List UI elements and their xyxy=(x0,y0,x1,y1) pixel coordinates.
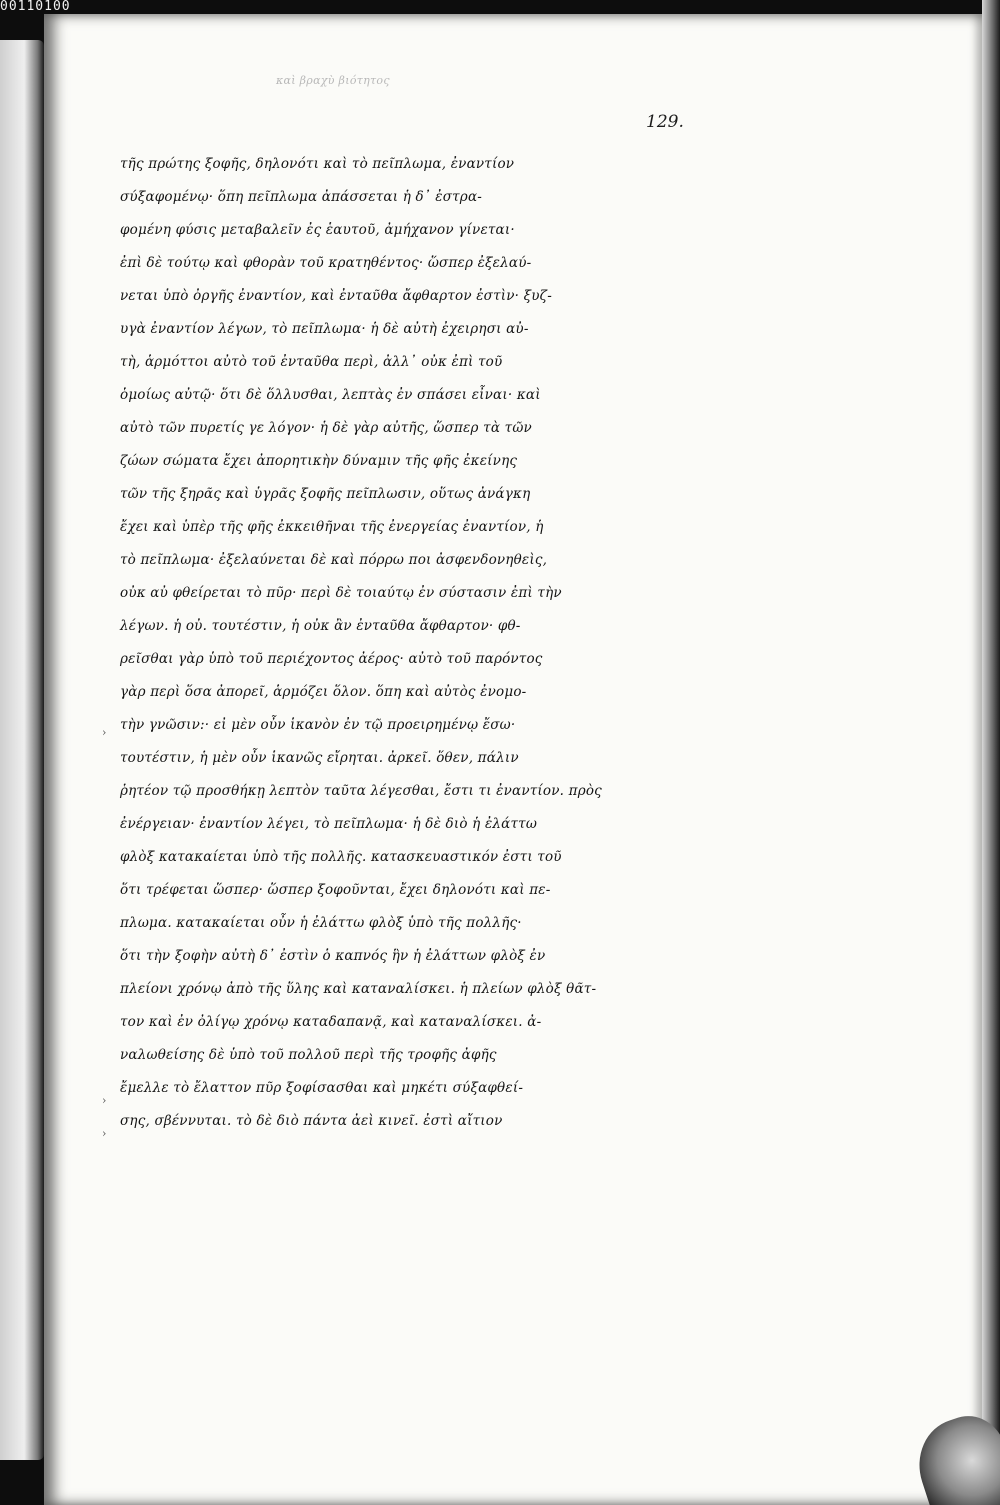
text-line: ἐπὶ δὲ τούτῳ καὶ φθορὰν τοῦ κρατηθέντος· ὥσπερ ἐξελαύ- xyxy=(120,255,532,271)
archive-code: 00110100 xyxy=(0,0,71,14)
margin-mark: › xyxy=(102,1094,107,1107)
text-line: τὴ, ἁρμόττοι αὐτὸ τοῦ ἐνταῦθα περὶ, ἀλλ᾽ οὐκ ἐπὶ τοῦ xyxy=(120,354,503,370)
text-line: σύξαφομένῳ· ὅπη πεῖπλωμα ἀπάσσεται ἡ δ᾽ ἐστρα- xyxy=(120,189,483,205)
folio-number: 129. xyxy=(646,112,684,132)
text-line: τὴν γνῶσιν:· εἰ μὲν οὖν ἱκανὸν ἐν τῷ προειρημένῳ ἔσω· xyxy=(120,717,516,733)
text-line: φομένη φύσις μεταβαλεῖν ἐς ἑαυτοῦ, ἀμήχανον γίνεται· xyxy=(120,222,515,238)
text-line: ὅτι τὴν ξοφὴν αὐτὴ δ᾽ ἐστὶν ὁ καπνός ἣν ἡ ἐλάττων φλὸξ ἐν xyxy=(120,948,546,964)
text-line: ζώων σώματα ἔχει ἀπορητικὴν δύναμιν τῆς φῆς ἐκείνης xyxy=(120,453,518,469)
left-page-edge xyxy=(0,40,44,1460)
text-line: ὁμοίως αὐτῷ· ὅτι δὲ ὅλλυσθαι, λεπτὰς ἐν σπάσει εἶναι· καὶ xyxy=(120,387,541,403)
text-line: λέγων. ἡ οὐ. τουτέστιν, ἡ οὐκ ἂν ἐνταῦθα ἄφθαρτον· φθ- xyxy=(120,618,521,634)
text-line: υγὰ ἐναντίον λέγων, τὸ πεῖπλωμα· ἡ δὲ αὐτὴ ἐχειρησι αὐ- xyxy=(120,321,529,337)
header-note: καὶ βραχὺ βιότητος xyxy=(276,74,390,87)
text-line: τον καὶ ἐν ὀλίγῳ χρόνῳ καταδαπανᾷ, καὶ καταναλίσκει. ἀ- xyxy=(120,1014,542,1030)
text-line: νεται ὑπὸ ὀργῆς ἐναντίον, καὶ ἐνταῦθα ἄφθαρτον ἐστὶν· ξυζ- xyxy=(120,288,552,304)
text-line: γὰρ περὶ ὅσα ἀπορεῖ, ἁρμόζει ὅλον. ὅπη καὶ αὐτὸς ἐνομο- xyxy=(120,684,527,700)
text-line: ἐνέργειαν· ἐναντίον λέγει, τὸ πεῖπλωμα· ἡ δὲ διὸ ἡ ἐλάττω xyxy=(120,816,538,832)
text-line: ἔχει καὶ ὑπὲρ τῆς φῆς ἐκκειθῆναι τῆς ἐνεργείας ἐναντίον, ἡ xyxy=(120,519,544,535)
text-line: αὐτὸ τῶν πυρετίς γε λόγον· ἡ δὲ γὰρ αὐτῆς, ὥσπερ τὰ τῶν xyxy=(120,420,532,436)
text-line: πλείονι χρόνῳ ἀπὸ τῆς ὕλης καὶ καταναλίσκει. ἡ πλείων φλὸξ θᾶτ- xyxy=(120,981,597,997)
text-line: οὐκ αὐ φθείρεται τὸ πῦρ· περὶ δὲ τοιαύτῳ ἐν σύστασιν ἐπὶ τὴν xyxy=(120,585,562,601)
text-line: τῆς πρώτης ξοφῆς, δηλονότι καὶ τὸ πεῖπλωμα, ἐναντίον xyxy=(120,156,515,172)
text-line: φλὸξ κατακαίεται ὑπὸ τῆς πολλῆς. κατασκευαστικόν ἐστι τοῦ xyxy=(120,849,562,865)
text-line: ρεῖσθαι γὰρ ὑπὸ τοῦ περιέχοντος ἀέρος· αὐτὸ τοῦ παρόντος xyxy=(120,651,543,667)
text-line: τὸ πεῖπλωμα· ἐξελαύνεται δὲ καὶ πόρρω ποι ἀσφενδονηθεὶς, xyxy=(120,552,548,568)
text-line: ὅτι τρέφεται ὥσπερ· ὥσπερ ξοφοῦνται, ἔχει δηλονότι καὶ πε- xyxy=(120,882,551,898)
text-line: πλωμα. κατακαίεται οὖν ἡ ἐλάττω φλὸξ ὑπὸ τῆς πολλῆς· xyxy=(120,915,522,931)
text-line: σης, σβέννυται. τὸ δὲ διὸ πάντα ἀεὶ κινεῖ. ἐστὶ αἴτιον xyxy=(120,1113,503,1129)
text-line: τουτέστιν, ἡ μὲν οὖν ἱκανῶς εἴρηται. ἀρκεῖ. ὅθεν, πάλιν xyxy=(120,750,519,766)
right-page-edge xyxy=(982,0,1000,1505)
margin-mark: › xyxy=(102,726,107,739)
text-line: ἔμελλε τὸ ἔλαττον πῦρ ξοφίσασθαι καὶ μηκέτι σύξαφθεί- xyxy=(120,1080,524,1096)
margin-mark: › xyxy=(102,1127,107,1140)
text-line: ῥητέον τῷ προσθήκῃ λεπτὸν ταῦτα λέγεσθαι, ἔστι τι ἐναντίον. πρὸς xyxy=(120,783,602,799)
text-line: ναλωθείσης δὲ ὑπὸ τοῦ πολλοῦ περὶ τῆς τροφῆς ἀφῆς xyxy=(120,1047,497,1063)
text-line: τῶν τῆς ξηρᾶς καὶ ὑγρᾶς ξοφῆς πεῖπλωσιν, οὕτως ἀνάγκη xyxy=(120,486,531,502)
